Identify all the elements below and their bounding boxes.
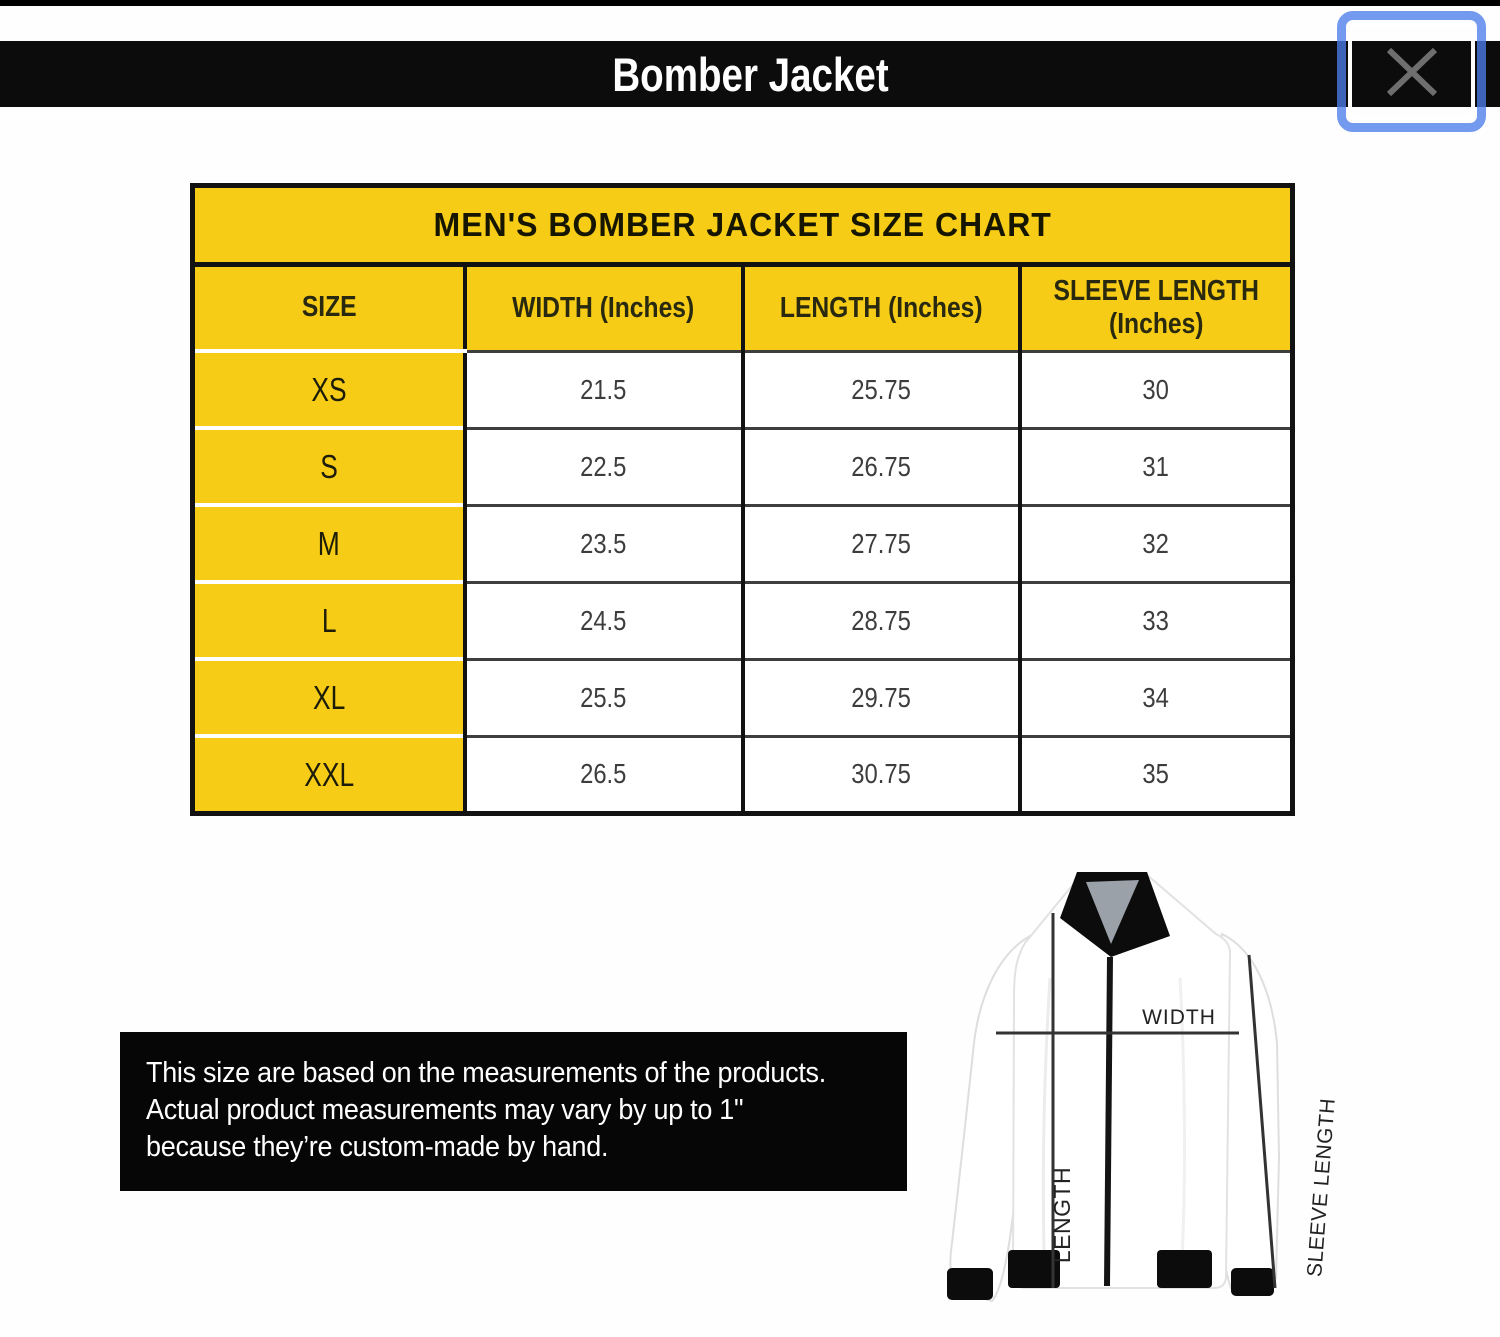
modal-title: Bomber Jacket bbox=[611, 47, 889, 101]
length-cell: 25.75 bbox=[743, 351, 1020, 428]
length-cell: 26.75 bbox=[743, 428, 1020, 505]
size-cell: XL bbox=[193, 659, 465, 736]
length-cell: 29.75 bbox=[743, 659, 1020, 736]
size-cell: S bbox=[193, 428, 465, 505]
disclaimer-box bbox=[120, 1032, 907, 1191]
close-button-frame bbox=[1348, 22, 1475, 121]
width-measure-label: WIDTH bbox=[1142, 1006, 1216, 1029]
size-chart-header-row bbox=[193, 265, 1293, 352]
size-chart-table bbox=[190, 183, 1295, 816]
size-cell: L bbox=[193, 582, 465, 659]
close-icon bbox=[1381, 44, 1443, 100]
jacket-right-cuff bbox=[1231, 1268, 1274, 1296]
length-cell: 28.75 bbox=[743, 582, 1020, 659]
jacket-left-cuff bbox=[947, 1268, 993, 1300]
length-cell: 30.75 bbox=[743, 736, 1020, 814]
column-header-width: WIDTH (Inches) bbox=[512, 291, 695, 324]
table-row-m bbox=[193, 505, 1293, 582]
jacket-zipper bbox=[1107, 957, 1110, 1286]
width-cell: 26.5 bbox=[465, 736, 743, 814]
width-cell: 23.5 bbox=[465, 505, 743, 582]
sleeve-cell: 34 bbox=[1020, 659, 1293, 736]
table-row-s bbox=[193, 428, 1293, 505]
close-button[interactable] bbox=[1337, 11, 1486, 132]
disclaimer-line: because they’re custom-made by hand. bbox=[146, 1131, 609, 1163]
disclaimer-line: Actual product measurements may vary by up to 1" bbox=[146, 1094, 744, 1126]
length-cell: 27.75 bbox=[743, 505, 1020, 582]
sleeve-cell: 30 bbox=[1020, 351, 1293, 428]
size-chart-title: MEN'S BOMBER JACKET SIZE CHART bbox=[433, 206, 1052, 243]
size-chart-title-row bbox=[193, 186, 1293, 265]
jacket-measurement-diagram bbox=[930, 858, 1400, 1337]
width-cell: 24.5 bbox=[465, 582, 743, 659]
sleeve-cell: 33 bbox=[1020, 582, 1293, 659]
sleeve-cell: 32 bbox=[1020, 505, 1293, 582]
top-border-strip bbox=[0, 0, 1500, 6]
jacket-hem-band bbox=[1157, 1250, 1212, 1288]
width-cell: 21.5 bbox=[465, 351, 743, 428]
table-row-l bbox=[193, 582, 1293, 659]
size-cell: XXL bbox=[193, 736, 465, 814]
table-row-xl bbox=[193, 659, 1293, 736]
size-cell: XS bbox=[193, 351, 465, 428]
table-row-xs bbox=[193, 351, 1293, 428]
modal-title-bar bbox=[0, 41, 1500, 107]
sleeve-cell: 31 bbox=[1020, 428, 1293, 505]
width-cell: 22.5 bbox=[465, 428, 743, 505]
sleeve-cell: 35 bbox=[1020, 736, 1293, 814]
disclaimer-line: This size are based on the measurements of the products. bbox=[146, 1057, 826, 1089]
column-header-sleeve-length: SLEEVE LENGTH (Inches) bbox=[1053, 274, 1259, 341]
column-header-size: SIZE bbox=[301, 291, 357, 324]
length-measure-label: LENGTH bbox=[1049, 1166, 1075, 1264]
width-cell: 25.5 bbox=[465, 659, 743, 736]
size-cell: M bbox=[193, 505, 465, 582]
sleeve-length-measure-label: SLEEVE LENGTH bbox=[1303, 1097, 1340, 1278]
column-header-length: LENGTH (Inches) bbox=[779, 291, 983, 324]
table-row-xxl bbox=[193, 736, 1293, 814]
